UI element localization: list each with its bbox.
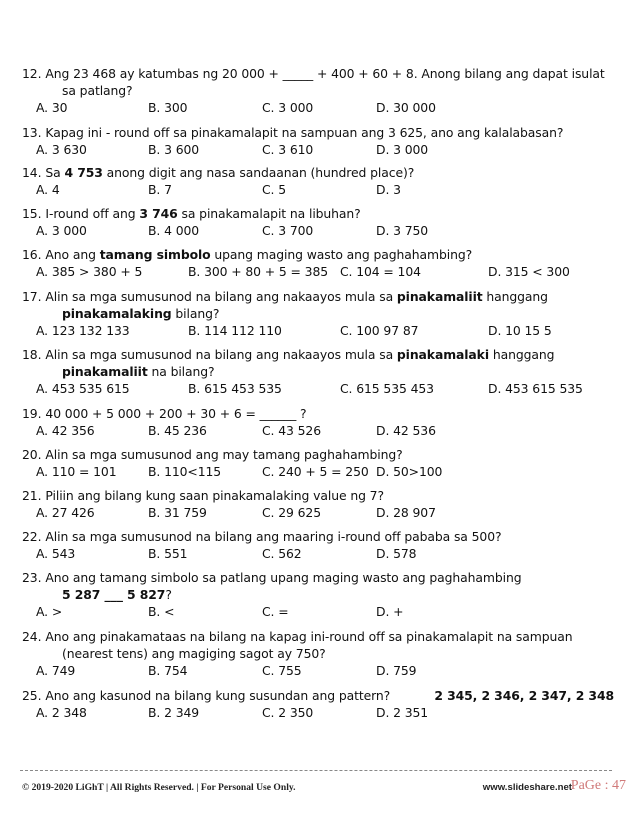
question-stem: [22, 487, 622, 504]
question-text: Ano ang kasunod na bilang kung susundan ang pattern?: [45, 688, 391, 703]
question-stem-continued: [22, 82, 622, 99]
emphasis-text: pinakamaliit: [396, 289, 483, 304]
answer-option-b[interactable]: B. 31 759: [148, 505, 207, 520]
answer-options: [22, 603, 622, 620]
answer-option-b[interactable]: B. 615 453 535: [188, 381, 282, 396]
emphasis-text: 5 287 ___ 5 827: [62, 587, 166, 602]
question-text: Sa: [45, 165, 65, 180]
answer-option-a[interactable]: A. 3 000: [36, 223, 87, 238]
answer-option-c[interactable]: C. 755: [262, 663, 302, 678]
question-text: sa pinakamalapit na libuhan?: [177, 206, 361, 221]
answer-option-a[interactable]: A. 453 535 615: [36, 381, 130, 396]
question-text: Ano ang: [45, 247, 100, 262]
answer-option-c[interactable]: C. 3 700: [262, 223, 314, 238]
answer-option-d[interactable]: D. 10 15 5: [488, 323, 552, 338]
question-24: [22, 628, 622, 679]
question-text: bilang?: [171, 306, 220, 321]
question-17: [22, 288, 622, 339]
question-stem: [22, 164, 622, 181]
answer-option-a[interactable]: A. 27 426: [36, 505, 95, 520]
answer-option-d[interactable]: D. 50>100: [376, 464, 443, 479]
question-text: I-round off ang: [45, 206, 140, 221]
answer-option-c[interactable]: C. 2 350: [262, 705, 314, 720]
answer-option-d[interactable]: D. 3: [376, 182, 401, 197]
question-text: Alin sa mga sumusunod na bilang ang nakaayos mula sa: [45, 289, 397, 304]
question-text: Alin sa mga sumusunod na bilang ang maaring i-round off pababa sa 500?: [45, 529, 502, 544]
answer-option-c[interactable]: C. 240 + 5 = 250: [262, 464, 369, 479]
question-text: na bilang?: [147, 364, 215, 379]
answer-option-d[interactable]: D. 42 536: [376, 423, 436, 438]
question-stem: [22, 346, 622, 363]
answer-option-d[interactable]: D. 2 351: [376, 705, 429, 720]
question-22: [22, 528, 622, 562]
question-text: hanggang: [488, 347, 555, 362]
answer-options: [22, 99, 622, 116]
answer-option-b[interactable]: B. <: [148, 604, 175, 619]
answer-option-b[interactable]: B. 2 349: [148, 705, 200, 720]
emphasis-text: tamang simbolo: [99, 247, 211, 262]
answer-options: [22, 504, 622, 521]
question-number: 18.: [22, 347, 42, 362]
emphasis-text: pinakamalaking: [62, 306, 172, 321]
answer-option-c[interactable]: C. 3 000: [262, 100, 314, 115]
question-text: Alin sa mga sumusunod na bilang ang nakaayos mula sa: [45, 347, 397, 362]
question-text: upang maging wasto ang paghahambing?: [210, 247, 473, 262]
question-text: ?: [165, 587, 172, 602]
answer-option-a[interactable]: A. 110 = 101: [36, 464, 117, 479]
question-stem: [22, 288, 622, 305]
question-19: [22, 405, 622, 439]
answer-option-b[interactable]: B. 7: [148, 182, 172, 197]
answer-option-b[interactable]: B. 4 000: [148, 223, 200, 238]
question-stem: [22, 569, 622, 586]
question-number: 14.: [22, 165, 42, 180]
emphasis-text: pinakamaliit: [62, 364, 148, 379]
answer-option-a[interactable]: A. 3 630: [36, 142, 87, 157]
answer-option-a[interactable]: A. 543: [36, 546, 76, 561]
question-number: 19.: [22, 406, 42, 421]
question-stem-continued: [22, 363, 622, 380]
answer-option-d[interactable]: D. 453 615 535: [488, 381, 583, 396]
answer-option-d[interactable]: D. 3 750: [376, 223, 429, 238]
question-number: 25.: [22, 688, 42, 703]
answer-option-a[interactable]: A. 42 356: [36, 423, 95, 438]
answer-options: [22, 662, 622, 679]
question-number: 12.: [22, 66, 42, 81]
answer-option-c[interactable]: C. 43 526: [262, 423, 321, 438]
answer-options: [22, 380, 622, 397]
question-text: Kapag ini - round off sa pinakamalapit na sampuan ang 3 625, ano ang kalalabasan?: [45, 125, 564, 140]
answer-options: [22, 422, 622, 439]
question-number: 21.: [22, 488, 42, 503]
question-16: [22, 246, 622, 280]
answer-option-a[interactable]: A. 123 132 133: [36, 323, 130, 338]
question-text: Ano ang pinakamataas na bilang na kapag ini-round off sa pinakamalapit na sampuan: [45, 629, 573, 644]
question-stem: [22, 628, 622, 645]
question-text: sa patlang?: [62, 83, 133, 98]
answer-options: [22, 704, 622, 721]
answer-options: [22, 263, 622, 280]
answer-option-b[interactable]: B. 45 236: [148, 423, 207, 438]
question-stem: [22, 124, 622, 141]
answer-option-b[interactable]: B. 754: [148, 663, 188, 678]
answer-option-a[interactable]: A. 30: [36, 100, 68, 115]
question-stem: [22, 446, 622, 463]
source-link[interactable]: www.slideshare.net: [482, 782, 572, 793]
answer-option-b[interactable]: B. 300 + 80 + 5 = 385: [188, 264, 329, 279]
question-stem: [22, 246, 622, 263]
question-stem: [22, 528, 622, 545]
answer-options: [22, 545, 622, 562]
answer-options: [22, 322, 622, 339]
answer-option-d[interactable]: D. 30 000: [376, 100, 436, 115]
question-14: [22, 164, 622, 198]
answer-option-c[interactable]: C. 29 625: [262, 505, 321, 520]
footer-divider: [20, 770, 612, 771]
answer-option-d[interactable]: D. 578: [376, 546, 417, 561]
question-number: 24.: [22, 629, 42, 644]
question-text: (nearest tens) ang magiging sagot ay 750?: [62, 646, 326, 661]
answer-option-c[interactable]: C. 562: [262, 546, 302, 561]
answer-option-c[interactable]: C. 5: [262, 182, 287, 197]
question-text: Piliin ang bilang kung saan pinakamalaking value ng 7?: [45, 488, 384, 503]
question-number: 15.: [22, 206, 42, 221]
answer-option-d[interactable]: D. 28 907: [376, 505, 436, 520]
answer-option-c[interactable]: C. 100 97 87: [340, 323, 419, 338]
question-stem: [22, 65, 622, 82]
question-number: 17.: [22, 289, 42, 304]
answer-option-b[interactable]: B. 110<115: [148, 464, 222, 479]
question-text: 40 000 + 5 000 + 200 + 30 + 6 = ______ ?: [45, 406, 307, 421]
question-number: 23.: [22, 570, 42, 585]
answer-option-d[interactable]: D. +: [376, 604, 404, 619]
page-number: PaGe : 47: [570, 778, 626, 793]
answer-option-c[interactable]: C. =: [262, 604, 289, 619]
question-13: [22, 124, 622, 158]
answer-option-c[interactable]: C. 104 = 104: [340, 264, 421, 279]
emphasis-text: pinakamalaki: [396, 347, 489, 362]
question-15: [22, 205, 622, 239]
question-stem: [22, 687, 622, 704]
answer-option-b[interactable]: B. 114 112 110: [188, 323, 282, 338]
answer-option-c[interactable]: C. 3 610: [262, 142, 314, 157]
copyright-text: © 2019-2020 LiGhT | All Rights Reserved. | For Personal Use Only.: [22, 782, 296, 793]
answer-options: [22, 222, 622, 239]
question-21: [22, 487, 622, 521]
answer-option-d[interactable]: D. 3 000: [376, 142, 429, 157]
question-stem-continued: [22, 645, 622, 662]
question-text: anong digit ang nasa sandaanan (hundred place)?: [102, 165, 415, 180]
question-number: 22.: [22, 529, 42, 544]
question-stem-continued: [22, 305, 622, 322]
question-text: hanggang: [482, 289, 548, 304]
question-text: Alin sa mga sumusunod ang may tamang paghahambing?: [45, 447, 403, 462]
answer-options: [22, 463, 622, 480]
question-12: [22, 65, 622, 116]
answer-option-b[interactable]: B. 300: [148, 100, 188, 115]
answer-option-a[interactable]: A. >: [36, 604, 63, 619]
answer-option-a[interactable]: A. 2 348: [36, 705, 87, 720]
question-number: 13.: [22, 125, 42, 140]
answer-options: [22, 141, 622, 158]
question-18: [22, 346, 622, 397]
question-stem: [22, 405, 622, 422]
answer-options: [22, 181, 622, 198]
answer-option-a[interactable]: A. 4: [36, 182, 60, 197]
answer-option-d[interactable]: D. 315 < 300: [488, 264, 570, 279]
answer-option-a[interactable]: A. 385 > 380 + 5: [36, 264, 143, 279]
pattern-sequence: 2 345, 2 346, 2 347, 2 348: [434, 688, 614, 703]
answer-option-c[interactable]: C. 615 535 453: [340, 381, 434, 396]
question-23: [22, 569, 622, 620]
question-text: Ano ang tamang simbolo sa patlang upang maging wasto ang paghahambing: [45, 570, 522, 585]
answer-option-b[interactable]: B. 3 600: [148, 142, 200, 157]
emphasis-text: 3 746: [139, 206, 178, 221]
question-stem-continued: [22, 586, 622, 603]
answer-option-d[interactable]: D. 759: [376, 663, 417, 678]
question-25: [22, 687, 622, 721]
emphasis-text: 4 753: [64, 165, 103, 180]
footer: [22, 779, 626, 795]
question-text: Ang 23 468 ay katumbas ng 20 000 + _____ + 400 + 60 + 8. Anong bilang ang dapat isulat: [45, 66, 605, 81]
answer-option-a[interactable]: A. 749: [36, 663, 76, 678]
question-20: [22, 446, 622, 480]
question-stem: [22, 205, 622, 222]
answer-option-b[interactable]: B. 551: [148, 546, 188, 561]
question-number: 20.: [22, 447, 42, 462]
question-number: 16.: [22, 247, 42, 262]
